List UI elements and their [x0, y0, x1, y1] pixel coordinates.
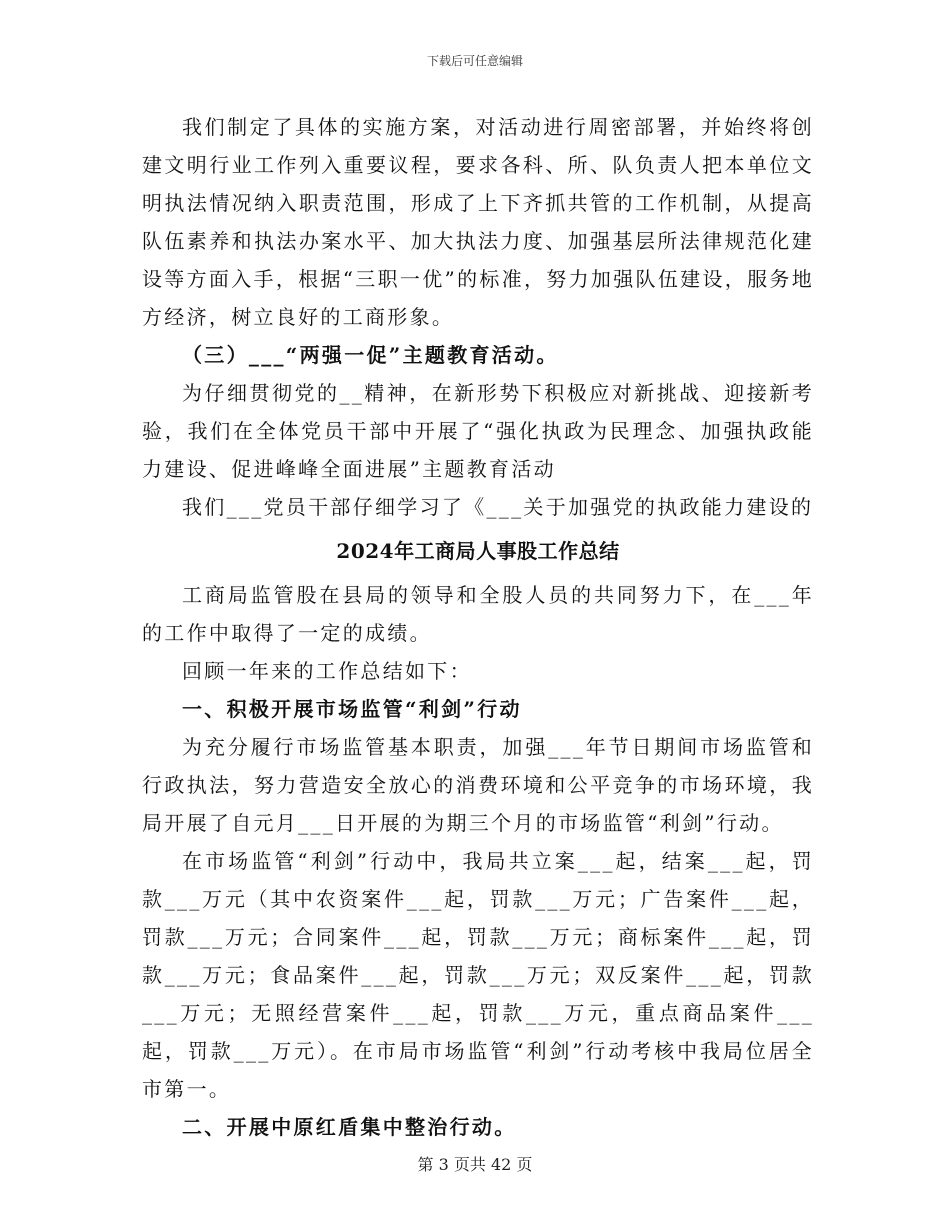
paragraph-implementation-plan: 我们制定了具体的实施方案，对活动进行周密部署，并始终将创建文明行业工作列入重要议程，要求各科、所、队负责人把本单位文明执法情况纳入职责范围，形成了上下齐抓共管的工作机制，从提高队伍素养和执法办案水平、加大执法力度、加强基层所法律规范化建设等方面入手，根据“三职一优”的标准，努力加强队伍建设，服务地方经济，树立良好的工商形象。 [142, 115, 814, 329]
paragraph-study: 我们___党员干部仔细学习了《___关于加强党的执政能力建设的 [182, 495, 814, 519]
section-heading-one: 一、积极开展市场监管“利剑”行动 [182, 697, 522, 721]
paragraph-intro: 工商局监管股在县局的领导和全股人员的共同努力下，在___年的工作中取得了一定的成绩。 [142, 583, 814, 645]
page-number-footer: 第 3 页共 42 页 [417, 1155, 533, 1174]
document-body [142, 108, 814, 1146]
paragraph-market-supervision: 为充分履行市场监管基本职责，加强___年节日期间市场监管和行政执法，努力营造安全放心的消费环境和公平竞争的市场环境，我局开展了自元月___日开展的为期三个月的市场监管“利剑”行动。 [142, 735, 814, 835]
document-title: 2024年工商局人事股工作总结 [336, 539, 620, 563]
paragraph-education-activity: 为仔细贯彻党的__精神，在新形势下积极应对新挑战、迎接新考验，我们在全体党员干部中开展了“强化执政为民理念、加强执政能力建设、促进峰峰全面进展”主题教育活动 [142, 381, 814, 481]
page-header-note: 下载后可任意编辑 [426, 54, 523, 68]
section-heading-three: （三）___“两强一促”主题教育活动。 [182, 343, 559, 367]
section-heading-two: 二、开展中原红盾集中整治行动。 [182, 1115, 517, 1139]
paragraph-review: 回顾一年来的工作总结如下： [182, 659, 472, 683]
paragraph-case-statistics: 在市场监管“利剑”行动中，我局共立案___起，结案___起，罚款___万元（其中农资案件___起，罚款___万元；广告案件___起，罚款___万元；合同案件___起，罚款___万元；商标案件___起，罚款___万元；食品案件___起，罚款___万元；双反案件___起，罚款___万元；无照经营案件___起，罚款___万元，重点商品案件___起，罚款___万元）。在市局市场监管“利剑”行动考核中我局位居全市第一。 [142, 849, 814, 1101]
